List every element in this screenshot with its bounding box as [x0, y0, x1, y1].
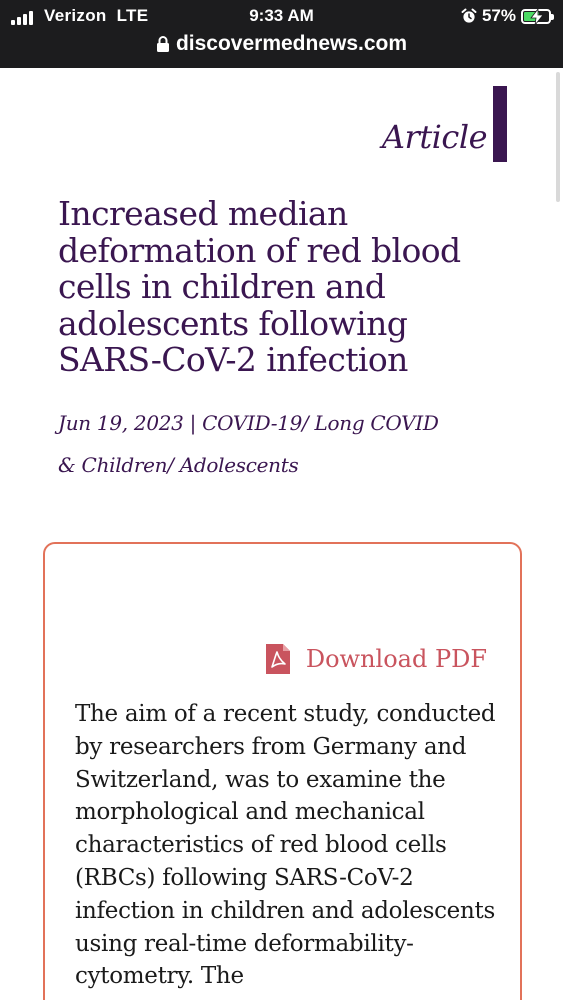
- url-text[interactable]: discovermednews.com: [175, 32, 408, 55]
- network-type: LTE: [116, 6, 149, 25]
- status-time: 9:33 AM: [249, 6, 314, 25]
- article-tag-bar: [493, 86, 507, 162]
- address-bar[interactable]: [0, 30, 563, 58]
- article-meta: [58, 402, 518, 486]
- article-title: Increased median deformation of red blood cells in children and adolescents following SARS-CoV-2 infection: [58, 194, 461, 379]
- battery-charging-icon: [521, 9, 551, 24]
- article-meta-categories[interactable]: & Children/ Adolescents: [58, 453, 299, 477]
- summary-card: [43, 542, 522, 1000]
- scroll-indicator: [556, 72, 560, 202]
- battery-percent: 57%: [481, 6, 516, 25]
- browser-chrome: [0, 0, 563, 68]
- article-tag: Article: [381, 118, 487, 156]
- lock-icon: [156, 35, 170, 53]
- article-meta-date-categories[interactable]: Jun 19, 2023 | COVID-19/ Long COVID: [58, 411, 439, 435]
- alarm-clock-icon: [461, 8, 477, 24]
- status-bar: [0, 4, 563, 28]
- status-right-group: [461, 6, 551, 26]
- pdf-file-icon: [264, 642, 292, 676]
- download-pdf-button[interactable]: [264, 642, 487, 676]
- carrier-label: Verizon LTE: [44, 6, 149, 25]
- article-summary: The aim of a recent study, conducted by researchers from Germany and Switzerland, was to examine the morphological and mechanical characteristics of red blood cells (RBCs) following SARS-CoV-2 infection in children and adolescents using real-time deformability-cytometry. The: [75, 701, 496, 990]
- download-pdf-label[interactable]: Download PDF: [305, 645, 487, 673]
